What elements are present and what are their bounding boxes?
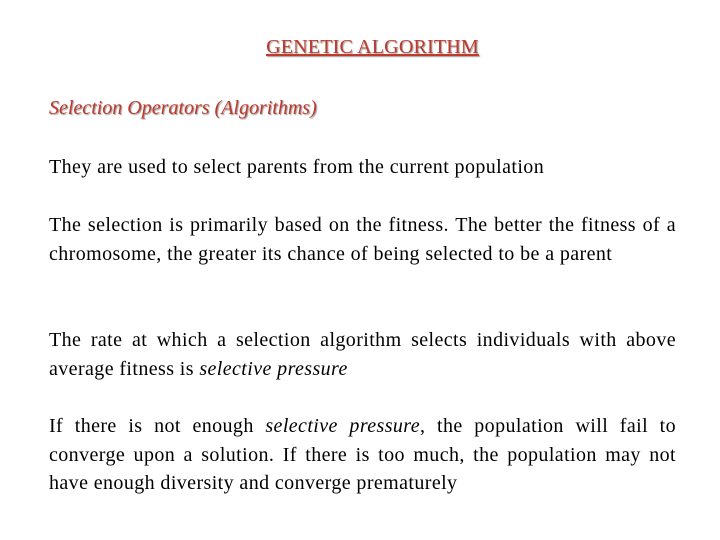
- paragraph-text: , the population will fail to converge upon a solution. If there is too much, the population may not have enough diversity and converge prematurely: [49, 415, 676, 495]
- paragraph-fitness-basis: The selection is primarily based on the fitness. The better the fitness of a chromosome, the greater its chance of being selected to be a parent: [49, 214, 676, 265]
- emphasis-term: selective pressure: [199, 357, 348, 380]
- paragraph-text: The rate at which a selection algorithm selects individuals with above average fitness is: [49, 329, 676, 380]
- paragraph-text: If there is not enough: [49, 415, 266, 437]
- section-subtitle: Selection Operators (Algorithms): [49, 97, 317, 119]
- page-title: GENETIC ALGORITHM: [266, 36, 479, 58]
- emphasis-term: selective pressure: [265, 415, 421, 437]
- paragraph-selective-pressure-effects: [49, 412, 676, 498]
- paragraph-purpose: They are used to select parents from the current population: [49, 156, 545, 178]
- paragraph-selective-pressure-definition: [49, 326, 676, 383]
